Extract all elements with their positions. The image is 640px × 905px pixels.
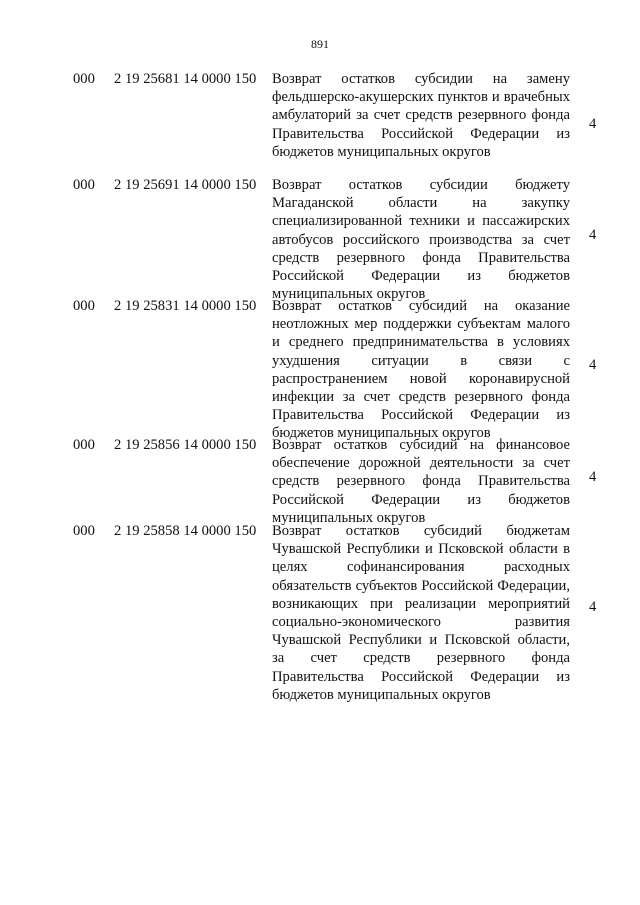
row-value: 4 xyxy=(589,469,597,485)
row-description: Возврат остатков субсидий на финансовое обеспечение дорожной деятельности за счет средств резервного фонда Правительства Российской Федерации из бюджетов муниципальных округов xyxy=(272,437,570,526)
row-value: 4 xyxy=(589,227,597,243)
row-value: 4 xyxy=(589,357,597,373)
budget-classification-code: 2 19 25858 14 0000 150 xyxy=(114,523,257,539)
row-value: 4 xyxy=(589,599,597,615)
budget-classification-code: 2 19 25681 14 0000 150 xyxy=(114,71,257,87)
row-description: Возврат остатков субсидии на замену фельдшерско-акушерских пунктов и врачебных амбулаторий за счет средств резервного фонда Правительства Российской Федерации из бюджетов муниципальных округов xyxy=(272,71,570,160)
budget-classification-code: 2 19 25831 14 0000 150 xyxy=(114,298,257,314)
admin-code: 000 xyxy=(73,177,95,193)
page-number: 891 xyxy=(311,37,329,51)
row-description: Возврат остатков субсидий бюджетам Чувашской Республики и Псковской области в целях софинансирования расходных обязательств субъектов Российской Федерации, возникающих при реализации мероприятий социально-экономического развития Чувашской Республики и Псковской области, за счет средств резервного фонда Правительства Российской Федерации из бюджетов муниципальных округов xyxy=(272,523,570,703)
budget-classification-code: 2 19 25691 14 0000 150 xyxy=(114,177,257,193)
budget-classification-code: 2 19 25856 14 0000 150 xyxy=(114,437,257,453)
admin-code: 000 xyxy=(73,523,95,539)
row-description: Возврат остатков субсидии бюджету Магаданской области на закупку специализированной техники и пассажирских автобусов российского производства за счет средств резервного фонда Правительства Российской Федерации из бюджетов муниципальных округов xyxy=(272,177,570,303)
admin-code: 000 xyxy=(73,298,95,314)
admin-code: 000 xyxy=(73,71,95,87)
row-description: Возврат остатков субсидий на оказание неотложных мер поддержки субъектам малого и среднего предпринимательства в условиях ухудшения ситуации в связи с распространением новой коронавирусной инфекции за счет средств резервного фонда Правительства Российской Федерации из бюджетов муниципальных округов xyxy=(272,298,570,442)
admin-code: 000 xyxy=(73,437,95,453)
row-value: 4 xyxy=(589,116,597,132)
